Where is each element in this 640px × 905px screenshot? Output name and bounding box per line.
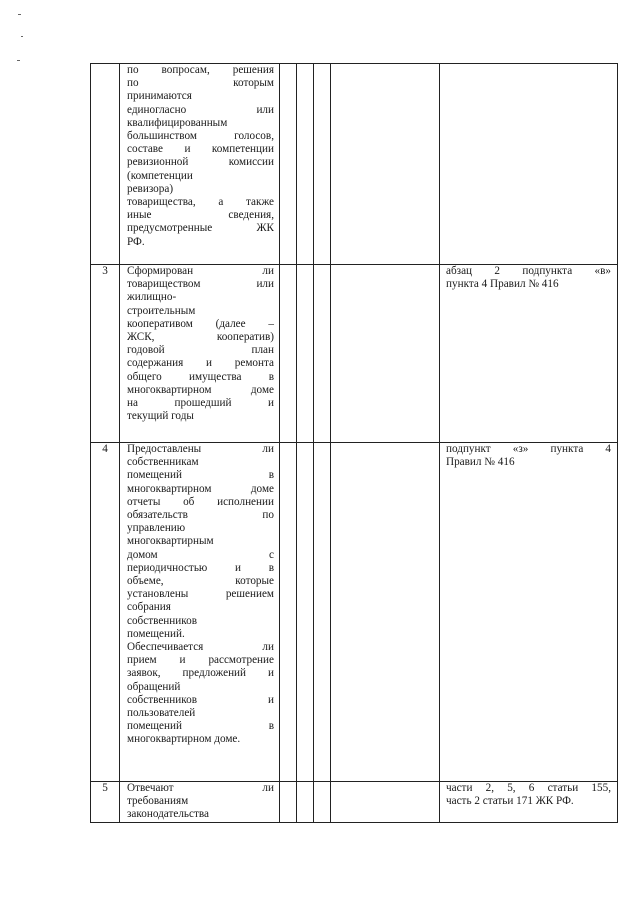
question-line: принимаются bbox=[127, 90, 192, 103]
question-line: помещений. bbox=[127, 627, 185, 640]
question-line: собственникам bbox=[127, 456, 199, 469]
question-line: текущий годы bbox=[127, 410, 194, 423]
question-line: составе и компетенции bbox=[127, 143, 274, 156]
question-line: помещений в bbox=[127, 469, 274, 482]
answer-cell bbox=[280, 64, 297, 265]
question-line: на прошедший и bbox=[127, 397, 274, 410]
answer-cell bbox=[314, 265, 331, 443]
question-line: многоквартирном доме bbox=[127, 383, 274, 396]
legal-reference-cell bbox=[440, 265, 618, 443]
question-line: кооперативом (далее – bbox=[127, 317, 274, 330]
question-line: (компетенции bbox=[127, 169, 193, 182]
table-row bbox=[91, 782, 618, 823]
question-line: Отвечают ли bbox=[127, 782, 274, 794]
reference-line: Правил № 416 bbox=[446, 456, 515, 469]
answer-cell bbox=[314, 64, 331, 265]
reference-line: части 2, 5, 6 статьи 155, bbox=[446, 782, 611, 794]
question-line: установлены решением bbox=[127, 588, 274, 601]
question-cell bbox=[120, 782, 280, 823]
table-row bbox=[91, 443, 618, 782]
question-line: собственников bbox=[127, 614, 197, 627]
question-line: содержания и ремонта bbox=[127, 357, 274, 370]
question-cell bbox=[120, 265, 280, 443]
row-number: 4 bbox=[91, 443, 120, 782]
reference-line: часть 2 статьи 171 ЖК РФ. bbox=[446, 795, 574, 808]
question-cell bbox=[120, 64, 280, 265]
question-line: Обеспечивается ли bbox=[127, 641, 274, 654]
question-line: ревизора) bbox=[127, 182, 174, 195]
reference-line: абзац 2 подпункта «в» bbox=[446, 265, 611, 277]
question-line: большинством голосов, bbox=[127, 130, 274, 143]
question-line: Предоставлены ли bbox=[127, 443, 274, 455]
question-line: жилищно- bbox=[127, 291, 177, 304]
row-number: 3 bbox=[91, 265, 120, 443]
question-line: прием и рассмотрение bbox=[127, 654, 274, 667]
answer-cell bbox=[331, 265, 440, 443]
question-line: товариществом или bbox=[127, 278, 274, 291]
question-line: ревизионной комиссии bbox=[127, 156, 274, 169]
question-line: Сформирован ли bbox=[127, 265, 274, 277]
question-line: многоквартирном доме bbox=[127, 482, 274, 495]
question-line: товарищества, а также bbox=[127, 196, 274, 209]
question-line: объеме, которые bbox=[127, 575, 274, 588]
question-line: многоквартирном доме. bbox=[127, 733, 241, 746]
question-line: квалифицированным bbox=[127, 116, 228, 129]
answer-cell bbox=[297, 265, 314, 443]
answer-cell bbox=[280, 443, 297, 782]
question-line: домом с bbox=[127, 548, 274, 561]
question-line: помещений в bbox=[127, 720, 274, 733]
question-line: управлению bbox=[127, 522, 186, 535]
question-line: РФ. bbox=[127, 235, 145, 248]
question-line: собрания bbox=[127, 601, 171, 614]
question-line: обязательств по bbox=[127, 509, 274, 522]
question-cell bbox=[120, 443, 280, 782]
row-number: 5 bbox=[91, 782, 120, 823]
question-line: требованиям bbox=[127, 795, 189, 808]
legal-reference-cell bbox=[440, 443, 618, 782]
scan-margin-marks bbox=[14, 14, 26, 74]
answer-cell bbox=[314, 782, 331, 823]
question-line: пользователей bbox=[127, 707, 196, 720]
question-line: предусмотренные ЖК bbox=[127, 222, 274, 235]
answer-cell bbox=[297, 443, 314, 782]
answer-cell bbox=[314, 443, 331, 782]
answer-cell bbox=[331, 782, 440, 823]
question-line: по вопросам, решения bbox=[127, 64, 274, 76]
question-line: ЖСК, кооператив) bbox=[127, 331, 274, 344]
question-line: законодательства bbox=[127, 808, 209, 821]
question-line: обращений bbox=[127, 680, 181, 693]
table-row bbox=[91, 64, 618, 265]
question-line: иные сведения, bbox=[127, 209, 274, 222]
answer-cell bbox=[297, 64, 314, 265]
question-line: по которым bbox=[127, 77, 274, 90]
question-line: собственников и bbox=[127, 693, 274, 706]
legal-reference-cell bbox=[440, 64, 618, 265]
question-line: периодичностью и в bbox=[127, 561, 274, 574]
requirements-table bbox=[90, 63, 618, 823]
legal-reference-cell bbox=[440, 782, 618, 823]
question-line: единогласно или bbox=[127, 103, 274, 116]
question-line: отчеты об исполнении bbox=[127, 495, 274, 508]
table-row bbox=[91, 265, 618, 443]
answer-cell bbox=[280, 782, 297, 823]
row-number bbox=[91, 64, 120, 265]
question-line: годовой план bbox=[127, 344, 274, 357]
question-line: общего имущества в bbox=[127, 370, 274, 383]
question-line: строительным bbox=[127, 304, 196, 317]
answer-cell bbox=[331, 64, 440, 265]
reference-line: подпункт «з» пункта 4 bbox=[446, 443, 611, 455]
reference-line: пункта 4 Правил № 416 bbox=[446, 278, 559, 291]
answer-cell bbox=[280, 265, 297, 443]
question-line: заявок, предложений и bbox=[127, 667, 274, 680]
answer-cell bbox=[297, 782, 314, 823]
question-line: многоквартирным bbox=[127, 535, 214, 548]
answer-cell bbox=[331, 443, 440, 782]
